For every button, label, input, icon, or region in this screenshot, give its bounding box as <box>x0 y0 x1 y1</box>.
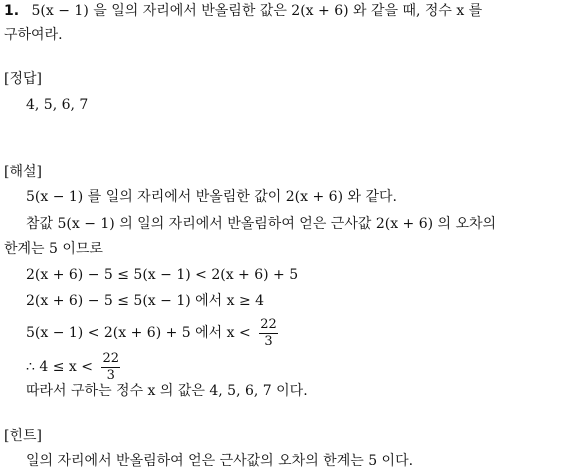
problem-line-1 <box>4 1 482 21</box>
problem-text: 5(x − 1) 을 일의 자리에서 반올림한 값은 2(x + 6) 와 같을 때, 정수 x 를 <box>31 3 483 19</box>
conclusion: 따라서 구하는 정수 x 의 값은 4, 5, 6, 7 이다. <box>26 383 308 399</box>
problem-line-2: 구하여라. <box>4 27 63 43</box>
fraction-numerator: 22 <box>102 350 119 366</box>
fraction-denominator: 3 <box>106 367 115 383</box>
inequality-1: 2(x + 6) − 5 ≤ 5(x − 1) < 2(x + 6) + 5 <box>26 267 299 283</box>
inequality-2: 2(x + 6) − 5 ≤ 5(x − 1) 에서 x ≥ 4 <box>26 293 265 309</box>
problem-number: 1. <box>4 3 20 19</box>
explanation-heading: [해설] <box>4 164 42 180</box>
inequality-3 <box>26 315 278 351</box>
hint-line-1: 일의 자리에서 반올림하여 얻은 근사값의 오차의 한계는 5 이다. <box>26 453 414 469</box>
explanation-line-1: 5(x − 1) 를 일의 자리에서 반올림한 값이 2(x + 6) 와 같다. <box>26 189 397 205</box>
fraction-22-3-result <box>101 351 120 384</box>
explanation-line-2: 참값 5(x − 1) 의 일의 자리에서 반올림하여 얻은 근사값 2(x + 6) 의 오차의 <box>26 216 497 232</box>
hint-heading: [힌트] <box>4 428 42 444</box>
explanation-line-3: 한계는 5 이므로 <box>4 241 103 257</box>
fraction-22-3 <box>259 317 278 350</box>
fraction-denominator: 3 <box>264 333 273 349</box>
inequality-4 <box>26 349 120 385</box>
answer-heading: [정답] <box>4 71 42 87</box>
answer-values: 4, 5, 6, 7 <box>26 97 89 113</box>
inequality-4-text: ∴ 4 ≤ x < <box>26 359 93 375</box>
fraction-numerator: 22 <box>260 316 277 332</box>
inequality-3-text: 5(x − 1) < 2(x + 6) + 5 에서 x < <box>26 325 251 341</box>
